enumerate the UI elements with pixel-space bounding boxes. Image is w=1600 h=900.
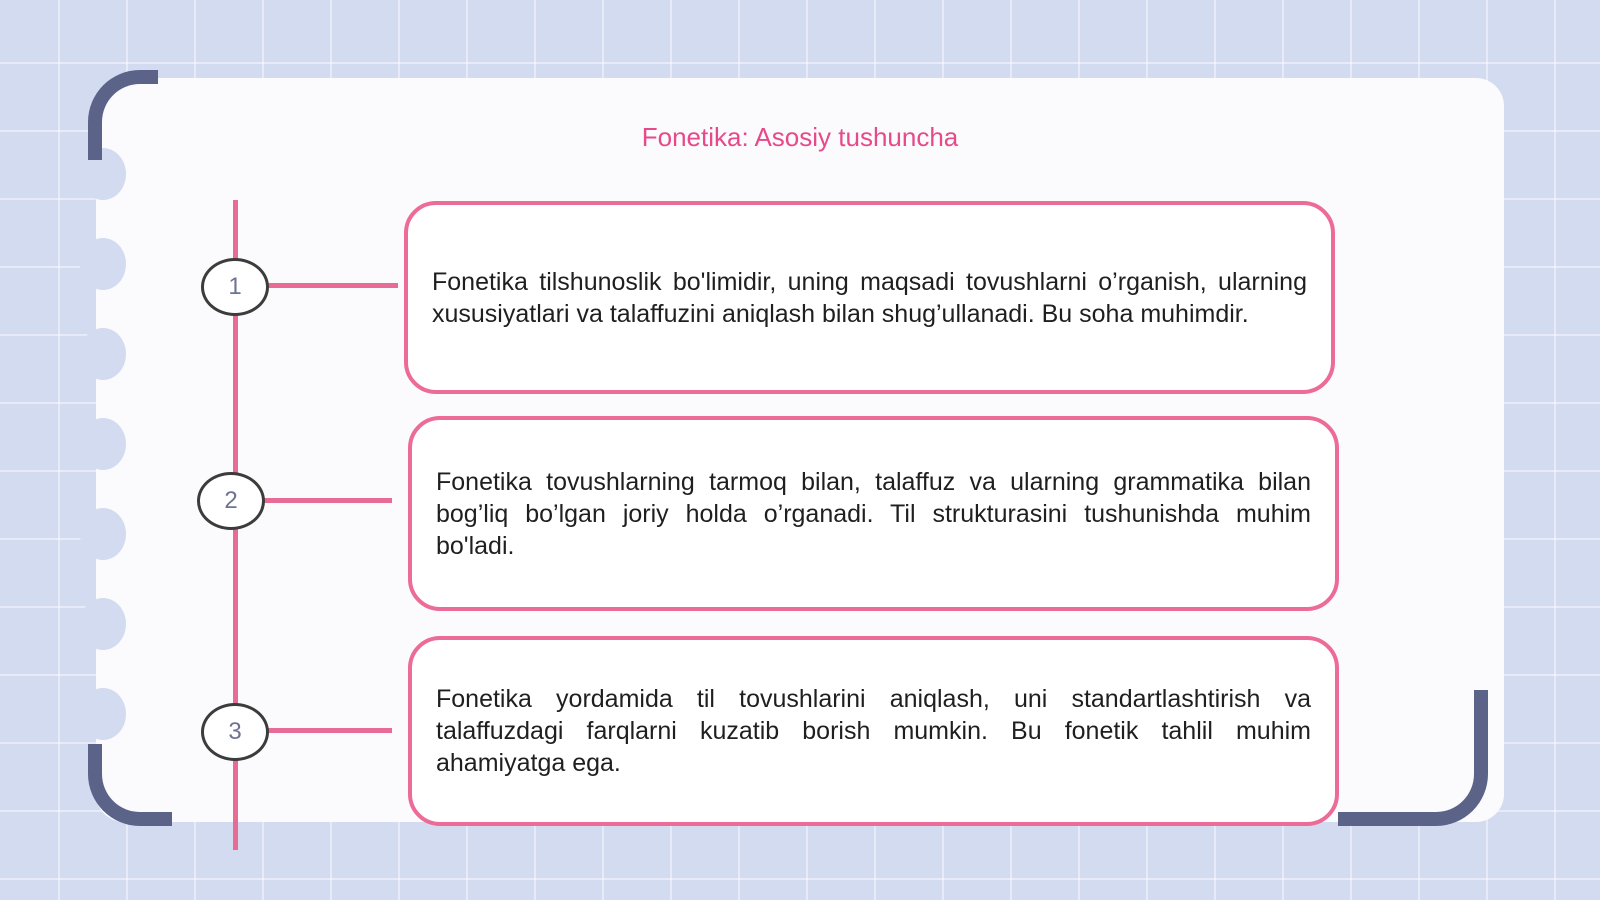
timeline-node-number: 3 [228, 718, 242, 745]
card-edge-scallop [80, 328, 126, 380]
timeline-connector [262, 498, 392, 503]
timeline-item-box-3 [408, 636, 1339, 826]
timeline-node-3 [201, 703, 269, 761]
card-edge-scallop [80, 508, 126, 560]
timeline-item-text: Fonetika tilshunoslik bo'limidir, uning maqsadi tovushlarni o’rganish, ularning xususiyatlari va talaffuzini aniqlash bilan shug’ullanadi. Bu soha muhimdir. [432, 267, 1307, 328]
timeline-item-text: Fonetika yordamida til tovushlarini aniqlash, uni standartlashtirish va talaffuzdagi farqlarni kuzatib borish mumkin. Bu fonetik tahlil muhim ahamiyatga ega. [436, 685, 1311, 777]
card-edge-scallop [80, 238, 126, 290]
timeline-node-1 [201, 258, 269, 316]
card-edge-scallop [80, 598, 126, 650]
frame-corner-bottom-left [88, 744, 172, 826]
slide-title: Fonetika: Asosiy tushuncha [641, 122, 959, 152]
timeline-item-box-2 [408, 416, 1339, 611]
frame-corner-top-left [88, 70, 158, 160]
timeline-connector [266, 283, 398, 288]
card-edge-scallop [80, 688, 126, 740]
frame-corner-bottom-right [1338, 690, 1488, 826]
timeline-item-text: Fonetika tovushlarning tarmoq bilan, talaffuz va ularning grammatika bilan bog’liq bo’lgan joriy holda o’rganadi. Til strukturasini tushunishda muhim bo'ladi. [436, 467, 1311, 560]
timeline-node-2 [197, 472, 265, 530]
timeline-node-number: 2 [224, 487, 238, 514]
timeline-item-box-1 [404, 201, 1335, 394]
timeline-connector [266, 728, 392, 733]
timeline-node-number: 1 [228, 273, 242, 300]
card-edge-scallop [80, 418, 126, 470]
